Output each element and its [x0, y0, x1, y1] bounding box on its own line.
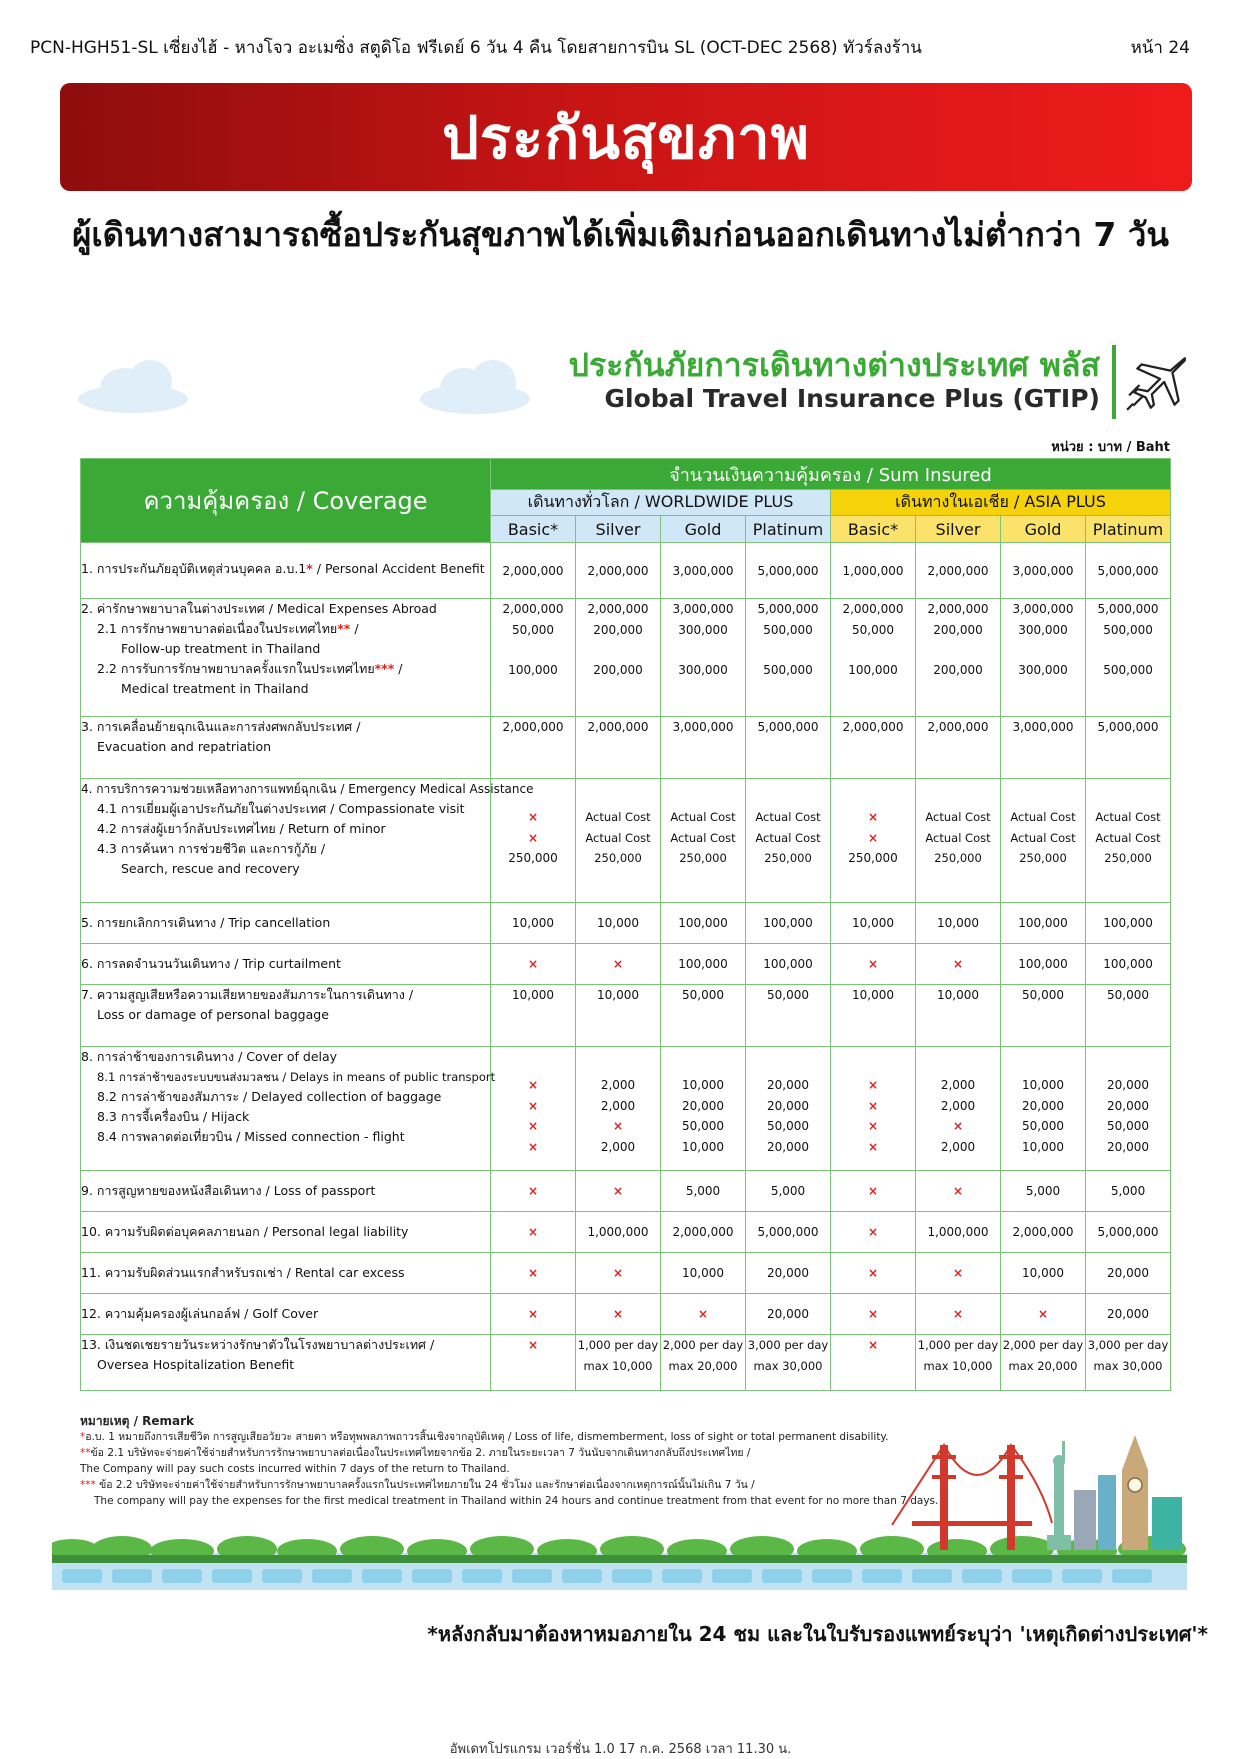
value-cell: 20,000 [746, 1294, 831, 1335]
value-cell: Actual Cost Actual Cost 250,000 [1086, 779, 1171, 903]
value-cell: Actual Cost Actual Cost 250,000 [576, 779, 661, 903]
coverage-label: 8. การล่าช้าของการเดินทาง / Cover of delay 8.1 การล่าช้าของระบบขนส่งมวลชน / Delays in means of public transport 8.2 การล่าช้าของสัมภาระ / Delayed collection of baggage 8.3 การจี้เครื่องบิน / Hijack 8.4 การพลาดต่อเที่ยวบิน / Missed connection - flight [81, 1047, 491, 1171]
value-cell: 100,000 [746, 903, 831, 944]
value-cell: 5,000 [661, 1171, 746, 1212]
value-cell: 3,000,000 [661, 543, 746, 599]
value-cell: × [831, 1253, 916, 1294]
tier-header: Platinum [746, 516, 831, 543]
value-cell: 10,000 [576, 985, 661, 1047]
remark-note-1: *อ.บ. 1 หมายถึงการเสียชีวิต การสูญเสียอวัยวะ สายตา หรือทุพพลภาพถาวรสิ้นเชิงจากอุบัติเหตุ / Loss of life, dismemberment, loss of sight or total permanent disability. [80, 1431, 889, 1443]
value-cell: 2,000,000 200,000 200,000 [916, 599, 1001, 717]
title-banner [60, 83, 1192, 191]
value-cell: Actual Cost Actual Cost 250,000 [916, 779, 1001, 903]
value-cell: 10,000 20,000 50,000 10,000 [661, 1047, 746, 1171]
value-cell: 5,000,000 [1086, 1212, 1171, 1253]
asia-plan-header: เดินทางในเอเชีย / ASIA PLUS [831, 490, 1171, 516]
value-cell: 50,000 [661, 985, 746, 1047]
value-cell: 1,000 per day max 10,000 [916, 1335, 1001, 1391]
value-cell: 5,000 [746, 1171, 831, 1212]
value-cell: 100,000 [1001, 944, 1086, 985]
value-cell: 1,000,000 [916, 1212, 1001, 1253]
value-cell: 1,000 per day max 10,000 [576, 1335, 661, 1391]
value-cell: 5,000 [1086, 1171, 1171, 1212]
value-cell: × [661, 1294, 746, 1335]
value-cell: 10,000 [831, 903, 916, 944]
value-cell: × [1001, 1294, 1086, 1335]
value-cell: × [831, 1212, 916, 1253]
remark-note-2: **ข้อ 2.1 บริษัทจะจ่ายค่าใช้จ่ายสำหรับการรักษาพยาบาลต่อเนื่องในประเทศไทยจากข้อ 2. ภายในระยะเวลา 7 วันนับจากเดินทางกลับถึงประเทศไทย / [80, 1447, 751, 1459]
table-row [81, 1212, 1171, 1253]
value-cell: 2,000,000 [831, 717, 916, 779]
table-row [81, 1171, 1171, 1212]
value-cell: 20,000 [746, 1253, 831, 1294]
program-update-line: อัพเดทโปรแกรม เวอร์ชั่น 1.0 17 ก.ค. 2568 เวลา 11.30 น. [449, 1742, 792, 1757]
coverage-label: 11. ความรับผิดส่วนแรกสำหรับรถเช่า / Rental car excess [81, 1253, 491, 1294]
table-row [81, 543, 1171, 599]
value-cell: 50,000 [746, 985, 831, 1047]
document-header [30, 34, 1190, 61]
coverage-label: 7. ความสูญเสียหรือความเสียหายของสัมภาระในการเดินทาง / Loss or damage of personal baggage [81, 985, 491, 1047]
value-cell: × × × × [491, 1047, 576, 1171]
value-cell: × [831, 944, 916, 985]
brand-divider [1112, 345, 1116, 419]
subtitle: ผู้เดินทางสามารถซื้อประกันสุขภาพได้เพิ่มเติมก่อนออกเดินทางไม่ต่ำกว่า 7 วัน [72, 215, 1169, 254]
value-cell: 1,000,000 [576, 1212, 661, 1253]
document-title: PCN-HGH51-SL เซี่ยงไฮ้ - หางโจว อะเมซิ่ง สตูดิโอ ฟรีเดย์ 6 วัน 4 คืน โดยสายการบิน SL (OCT-DEC 2568) ทัวร์ลงร้าน [30, 38, 922, 58]
value-cell: Actual Cost Actual Cost 250,000 [746, 779, 831, 903]
value-cell: 5,000,000 [1086, 543, 1171, 599]
value-cell: 10,000 [576, 903, 661, 944]
tier-header: Silver [916, 516, 1001, 543]
value-cell: 5,000,000 [746, 1212, 831, 1253]
value-cell: 2,000,000 [1001, 1212, 1086, 1253]
value-cell: × × × × [831, 1047, 916, 1171]
value-cell: 20,000 20,000 50,000 20,000 [746, 1047, 831, 1171]
value-cell: 2,000,000 [576, 717, 661, 779]
value-cell: × [831, 1335, 916, 1391]
value-cell: 2,000 per day max 20,000 [1001, 1335, 1086, 1391]
remark-note-3: *** ข้อ 2.2 บริษัทจะจ่ายค่าใช้จ่ายสำหรับการรักษาพยาบาลครั้งแรกในประเทศไทยภายใน 24 ชั่วโมง และรักษาต่อเนื่องจากเหตุการณ์นั้นไม่เกิน 7 วัน / [80, 1479, 755, 1491]
value-cell: 2,000,000 50,000 100,000 [831, 599, 916, 717]
value-cell: × [831, 1294, 916, 1335]
value-cell: 100,000 [746, 944, 831, 985]
value-cell: 2,000,000 50,000 100,000 [491, 599, 576, 717]
value-cell: 100,000 [1086, 903, 1171, 944]
value-cell: × [491, 944, 576, 985]
value-cell: 2,000,000 [916, 543, 1001, 599]
value-cell: 3,000,000 [1001, 717, 1086, 779]
tier-header: Gold [661, 516, 746, 543]
value-cell: 2,000 2,000 × 2,000 [916, 1047, 1001, 1171]
value-cell: 3,000,000 [1001, 543, 1086, 599]
tier-header: Basic* [491, 516, 576, 543]
tier-header: Silver [576, 516, 661, 543]
value-cell: 50,000 [1086, 985, 1171, 1047]
value-cell: 5,000,000 500,000 500,000 [746, 599, 831, 717]
coverage-label: 12. ความคุ้มครองผู้เล่นกอล์ฟ / Golf Cover [81, 1294, 491, 1335]
value-cell: 2,000 per day max 20,000 [661, 1335, 746, 1391]
sum-insured-header: จำนวนเงินความคุ้มครอง / Sum Insured [491, 459, 1171, 490]
value-cell: × [491, 1171, 576, 1212]
value-cell: × [576, 1294, 661, 1335]
coverage-label: 3. การเคลื่อนย้ายฉุกเฉินและการส่งศพกลับประเทศ / Evacuation and repatriation [81, 717, 491, 779]
value-cell: 5,000,000 [746, 717, 831, 779]
value-cell: 20,000 [1086, 1294, 1171, 1335]
table-row [81, 779, 1171, 903]
table-row [81, 1335, 1171, 1391]
value-cell: 5,000 [1001, 1171, 1086, 1212]
value-cell: 100,000 [1001, 903, 1086, 944]
remark-title: หมายเหตุ / Remark [80, 1414, 195, 1428]
value-cell: 2,000,000 [661, 1212, 746, 1253]
value-cell: 100,000 [661, 944, 746, 985]
value-cell: 10,000 [661, 1253, 746, 1294]
value-cell: × [916, 944, 1001, 985]
insurance-brand-thai: ประกันภัยการเดินทางต่างประเทศ พลัส [568, 346, 1100, 384]
table-row [81, 944, 1171, 985]
value-cell: 3,000,000 300,000 300,000 [661, 599, 746, 717]
value-cell: 10,000 [491, 985, 576, 1047]
value-cell: 10,000 [491, 903, 576, 944]
value-cell: × [491, 1294, 576, 1335]
value-cell: Actual Cost Actual Cost 250,000 [661, 779, 746, 903]
value-cell: × [576, 1171, 661, 1212]
coverage-label: 2. ค่ารักษาพยาบาลในต่างประเทศ / Medical Expenses Abroad 2.1 การรักษาพยาบาลต่อเนื่องในประเทศไทย** / Follow-up treatment in Thailand 2.2 การรับการรักษาพยาบาลครั้งแรกในประเทศไทย*** / Medical treatment in Thailand [81, 599, 491, 717]
table-row [81, 903, 1171, 944]
banner-title: ประกันสุขภาพ [442, 103, 810, 172]
value-cell: 5,000,000 [746, 543, 831, 599]
page-number: หน้า 24 [1130, 38, 1190, 58]
value-cell: × [916, 1171, 1001, 1212]
value-cell: × [916, 1253, 1001, 1294]
value-cell: 5,000,000 [1086, 717, 1171, 779]
remark-note-2-en: The Company will pay such costs incurred within 7 days of the return to Thailand. [80, 1463, 510, 1475]
coverage-label: 13. เงินชดเชยรายวันระหว่างรักษาตัวในโรงพยาบาลต่างประเทศ / Oversea Hospitalization Benefit [81, 1335, 491, 1391]
value-cell: 2,000,000 [491, 717, 576, 779]
coverage-table [80, 458, 1171, 1391]
value-cell: × [576, 1253, 661, 1294]
value-cell: 2,000,000 [576, 543, 661, 599]
value-cell: × [576, 944, 661, 985]
tier-header: Platinum [1086, 516, 1171, 543]
coverage-label: 1. การประกันภัยอุบัติเหตุส่วนบุคคล อ.บ.1* / Personal Accident Benefit [81, 543, 491, 599]
coverage-label: 6. การลดจำนวนวันเดินทาง / Trip curtailment [81, 944, 491, 985]
value-cell: × × 250,000 [831, 779, 916, 903]
value-cell: 20,000 [1086, 1253, 1171, 1294]
value-cell: 2,000 2,000 × 2,000 [576, 1047, 661, 1171]
coverage-label: 10. ความรับผิดต่อบุคคลภายนอก / Personal legal liability [81, 1212, 491, 1253]
insurance-brand-english: Global Travel Insurance Plus (GTIP) [604, 384, 1100, 413]
table-row [81, 1294, 1171, 1335]
value-cell: 10,000 [831, 985, 916, 1047]
value-cell: Actual Cost Actual Cost 250,000 [1001, 779, 1086, 903]
value-cell: × [491, 1335, 576, 1391]
value-cell: × [916, 1294, 1001, 1335]
remark-note-3-en: The company will pay the expenses for the first medical treatment in Thailand within 24 hours and continue treatment from that event for no more than 7 days. [94, 1495, 939, 1507]
value-cell: 3,000,000 [661, 717, 746, 779]
value-cell: 10,000 20,000 50,000 10,000 [1001, 1047, 1086, 1171]
value-cell: 2,000,000 [491, 543, 576, 599]
doctor-visit-footnote: *หลังกลับมาต้องหาหมอภายใน 24 ชม และในใบรับรองแพทย์ระบุว่า 'เหตุเกิดต่างประเทศ'* [427, 1622, 1208, 1646]
value-cell: 10,000 [916, 985, 1001, 1047]
value-cell: × [491, 1253, 576, 1294]
value-cell: 100,000 [1086, 944, 1171, 985]
table-row [81, 599, 1171, 717]
value-cell: 5,000,000 500,000 500,000 [1086, 599, 1171, 717]
tier-header: Gold [1001, 516, 1086, 543]
value-cell: 2,000,000 [916, 717, 1001, 779]
tier-header: Basic* [831, 516, 916, 543]
remark-block [80, 1413, 980, 1509]
table-row [81, 1047, 1171, 1171]
coverage-label: 9. การสูญหายของหนังสือเดินทาง / Loss of passport [81, 1171, 491, 1212]
value-cell: 10,000 [1001, 1253, 1086, 1294]
coverage-label: 4. การบริการความช่วยเหลือทางการแพทย์ฉุกเฉิน / Emergency Medical Assistance 4.1 การเยี่ยมผู้เอาประกันภัยในต่างประเทศ / Compassionate visit 4.2 การส่งผู้เยาว์กลับประเทศไทย / Return of minor 4.3 การค้นหา การช่วยชีวิต และการกู้ภัย / Search, rescue and recovery [81, 779, 491, 903]
value-cell: 10,000 [916, 903, 1001, 944]
value-cell: 100,000 [661, 903, 746, 944]
value-cell: 20,000 20,000 50,000 20,000 [1086, 1047, 1171, 1171]
value-cell: 3,000,000 300,000 300,000 [1001, 599, 1086, 717]
value-cell: × [491, 1212, 576, 1253]
value-cell: × [831, 1171, 916, 1212]
worldwide-plan-header: เดินทางทั่วโลก / WORLDWIDE PLUS [491, 490, 831, 516]
value-cell: 1,000,000 [831, 543, 916, 599]
value-cell: × × 250,000 [491, 779, 576, 903]
value-cell: 3,000 per day max 30,000 [746, 1335, 831, 1391]
table-row [81, 985, 1171, 1047]
value-cell: 3,000 per day max 30,000 [1086, 1335, 1171, 1391]
currency-unit: หน่วย : บาท / Baht [1051, 440, 1170, 455]
table-row [81, 717, 1171, 779]
value-cell: 2,000,000 200,000 200,000 [576, 599, 661, 717]
coverage-label: 5. การยกเลิกการเดินทาง / Trip cancellation [81, 903, 491, 944]
airplane-icon [1125, 350, 1191, 416]
coverage-column-header: ความคุ้มครอง / Coverage [81, 459, 491, 543]
value-cell: 50,000 [1001, 985, 1086, 1047]
table-row [81, 1253, 1171, 1294]
